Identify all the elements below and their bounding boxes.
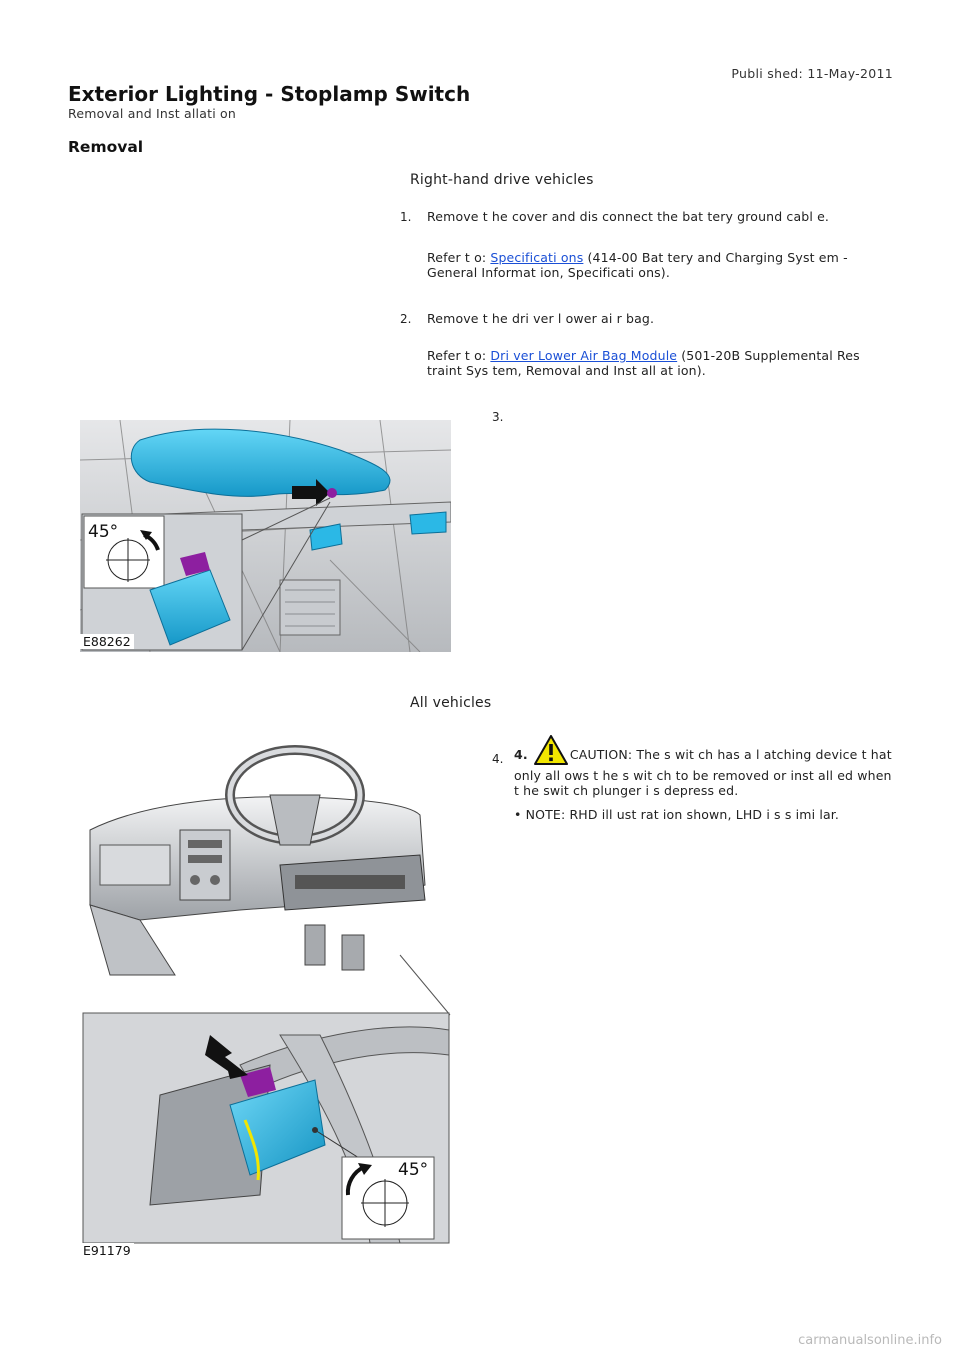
figure-1-angle: 45° [88,522,119,542]
step-2-refer-suffix: (501-20B Supplemental Res traint Sys tem, Removal and Inst all at ion). [427,348,860,378]
figure-2-illustration [80,735,452,1265]
figure-e91179 [80,735,452,1265]
driver-lower-air-bag-module-link[interactable]: Dri ver Lower Air Bag Module [490,348,678,363]
subsection-rhd: Right-hand drive vehicles [410,172,594,188]
step-4-number: 4. [492,752,504,766]
step-1-refer-suffix: (414-00 Bat tery and Charging Syst em - General Informat ion, Specificati ons). [427,250,848,280]
step-2-number: 2. [400,312,412,326]
step-2-refer-prefix: Refer t o: [427,348,487,363]
specifications-link[interactable]: Specificati ons [490,250,584,265]
page-title: Exterior Lighting - Stoplamp Switch [68,82,471,106]
warning-triangle-icon [534,735,568,768]
figure-1-illustration [80,420,451,652]
page-subtitle: Removal and Inst allati on [68,106,237,121]
figure-e88262 [80,420,451,652]
section-heading: Removal [68,138,144,156]
step-2-text: Remove t he dri ver l ower ai r bag. [427,311,655,326]
subsection-all-vehicles: All vehicles [410,695,492,711]
figure-1-label: E88262 [80,634,134,649]
published-date: Publi shed: 11-May-2011 [731,66,893,81]
step-4-caution [514,735,894,798]
step-1-number: 1. [400,210,412,224]
step-4-bold-number: 4. [514,747,528,762]
step-1-refer [427,250,867,280]
step-1-text: Remove t he cover and dis connect the bat tery ground cabl e. [427,209,830,224]
step-4-caution-text: CAUTION: The s wit ch has a l atching device t hat only all ows t he s wit ch to be removed or inst all ed when t he swit ch plunger i s depress ed. [514,747,892,798]
step-2-refer [427,348,867,378]
figure-2-angle: 45° [398,1160,429,1180]
step-3-number: 3. [492,410,504,424]
figure-2-label: E91179 [80,1243,134,1258]
step-4-note: • NOTE: RHD ill ust rat ion shown, LHD i s s imi lar. [514,807,840,822]
watermark: carmanualsonline.info [798,1333,942,1348]
step-1-refer-prefix: Refer t o: [427,250,487,265]
